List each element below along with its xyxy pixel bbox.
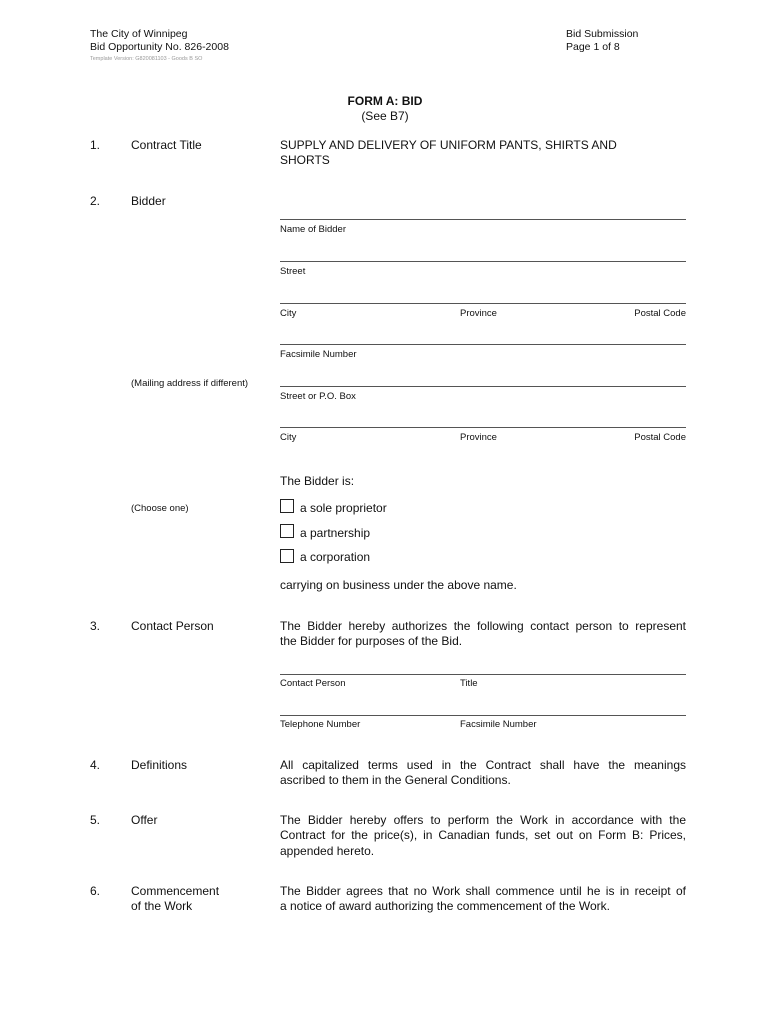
street-po-box-label: Street or P.O. Box bbox=[280, 391, 356, 402]
section-1-number: 1. bbox=[90, 138, 101, 152]
section-2-label: Bidder bbox=[131, 194, 166, 208]
offer-line-1: The Bidder hereby offers to perform the Work in accordance with the bbox=[280, 813, 686, 827]
section-4-label: Definitions bbox=[131, 758, 188, 772]
contact-facsimile-label: Facsimile Number bbox=[460, 719, 537, 730]
header-bid-submission: Bid Submission bbox=[566, 28, 639, 40]
offer-line-3: appended hereto. bbox=[280, 844, 375, 858]
postal-code-label: Postal Code bbox=[634, 308, 686, 319]
mailing-address-note: (Mailing address if different) bbox=[131, 378, 249, 389]
section-1-label: Contract Title bbox=[131, 138, 202, 152]
facsimile-line[interactable] bbox=[280, 344, 686, 345]
sole-proprietor-checkbox[interactable] bbox=[280, 499, 294, 513]
street-line[interactable] bbox=[280, 261, 686, 262]
contact-person-title-line[interactable] bbox=[280, 674, 686, 675]
street-label: Street bbox=[280, 266, 306, 277]
section-5-label: Offer bbox=[131, 813, 158, 827]
mailing-city-province-postal-line[interactable] bbox=[280, 427, 686, 428]
section-6-label-line-1: Commencement bbox=[131, 884, 220, 898]
carrying-on-business-text: carrying on business under the above name. bbox=[280, 578, 517, 592]
mailing-province-label: Province bbox=[460, 432, 497, 443]
street-po-box-line[interactable] bbox=[280, 386, 686, 387]
section-5-number: 5. bbox=[90, 813, 101, 827]
partnership-checkbox[interactable] bbox=[280, 524, 294, 538]
telephone-facsimile-line[interactable] bbox=[280, 715, 686, 716]
name-of-bidder-label: Name of Bidder bbox=[280, 224, 347, 235]
contact-title-label: Title bbox=[460, 678, 478, 689]
commencement-line-2: a notice of award authorizing the commencement of the Work. bbox=[280, 899, 610, 913]
contract-title-line-2: SHORTS bbox=[280, 153, 330, 167]
city-province-postal-line[interactable] bbox=[280, 303, 686, 304]
form-title: FORM A: BID bbox=[347, 94, 423, 108]
telephone-number-label: Telephone Number bbox=[280, 719, 361, 730]
header-template-version: Template Version: G820081103 - Goods B SO bbox=[90, 56, 203, 62]
bidder-is-label: The Bidder is: bbox=[280, 474, 355, 488]
contact-person-label: Contact Person bbox=[280, 678, 346, 689]
header-bid-number: Bid Opportunity No. 826-2008 bbox=[90, 41, 229, 53]
definitions-line-1: All capitalized terms used in the Contract shall have the meanings bbox=[280, 758, 686, 772]
mailing-city-label: City bbox=[280, 432, 297, 443]
sole-proprietor-label: a sole proprietor bbox=[300, 501, 387, 515]
contact-authorization-line-1: The Bidder hereby authorizes the following contact person to represent bbox=[280, 619, 686, 633]
section-3-number: 3. bbox=[90, 619, 101, 633]
section-6-label-line-2: of the Work bbox=[131, 899, 193, 913]
header-org: The City of Winnipeg bbox=[90, 28, 188, 40]
mailing-postal-code-label: Postal Code bbox=[634, 432, 686, 443]
section-4-number: 4. bbox=[90, 758, 101, 772]
section-2-number: 2. bbox=[90, 194, 101, 208]
city-label: City bbox=[280, 308, 297, 319]
partnership-label: a partnership bbox=[300, 526, 371, 540]
commencement-line-1: The Bidder agrees that no Work shall commence until he is in receipt of bbox=[280, 884, 686, 898]
offer-line-2: Contract for the price(s), in Canadian funds, set out on Form B: Prices, bbox=[280, 828, 686, 842]
form-subtitle: (See B7) bbox=[361, 109, 409, 123]
facsimile-label: Facsimile Number bbox=[280, 349, 357, 360]
section-6-number: 6. bbox=[90, 884, 101, 898]
province-label: Province bbox=[460, 308, 497, 319]
header-page-number: Page 1 of 8 bbox=[566, 41, 620, 53]
contact-authorization-line-2: the Bidder for purposes of the Bid. bbox=[280, 634, 463, 648]
corporation-label: a corporation bbox=[300, 550, 371, 564]
corporation-checkbox[interactable] bbox=[280, 549, 294, 563]
choose-one-note: (Choose one) bbox=[131, 503, 189, 514]
section-3-label: Contact Person bbox=[131, 619, 214, 633]
contract-title-line-1: SUPPLY AND DELIVERY OF UNIFORM PANTS, SHIRTS AND bbox=[280, 138, 617, 152]
name-of-bidder-line[interactable] bbox=[280, 219, 686, 220]
definitions-line-2: ascribed to them in the General Conditions. bbox=[280, 773, 511, 787]
